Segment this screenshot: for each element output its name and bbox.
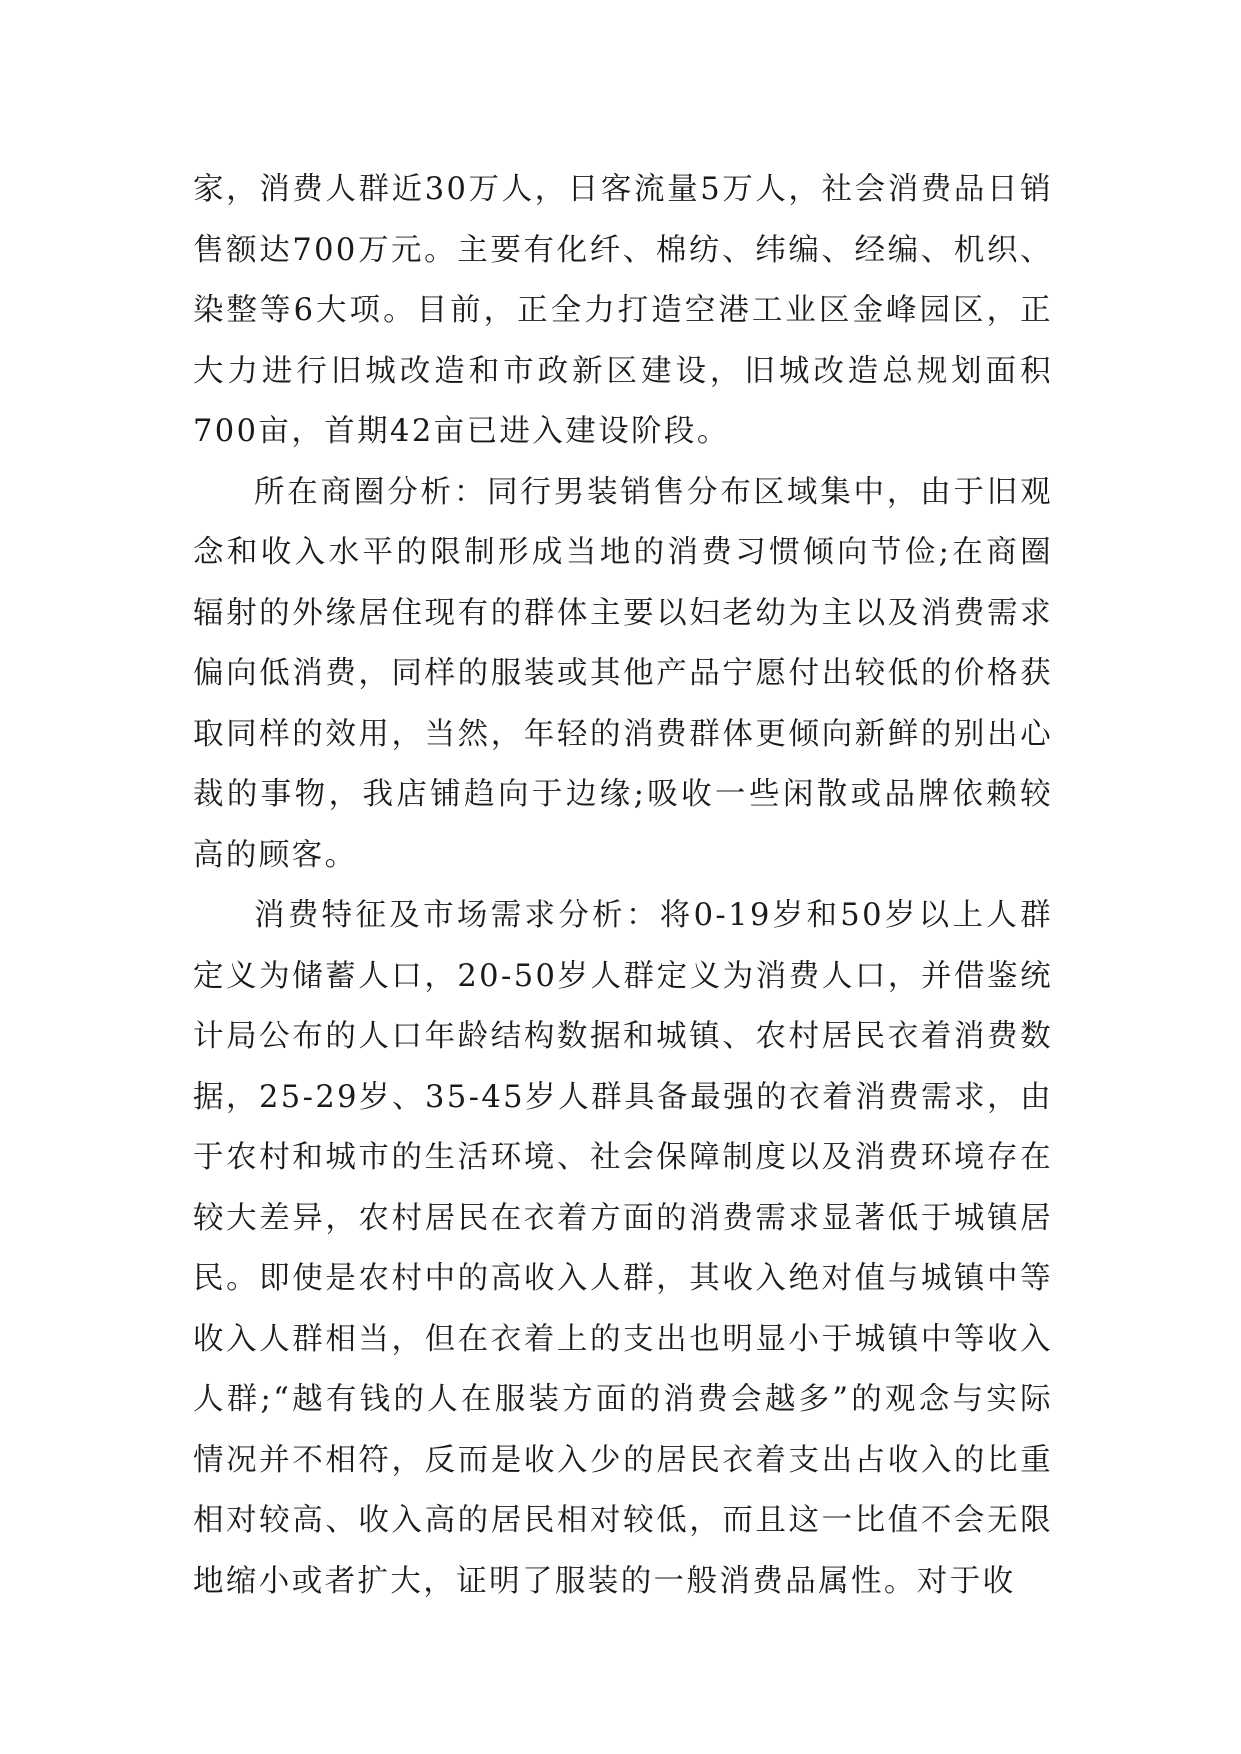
paragraph-trade-area-analysis: 所在商圈分析：同行男装销售分布区域集中，由于旧观念和收入水平的限制形成当地的消费习惯倾向节俭;在商圈辐射的外缘居住现有的群体主要以妇老幼为主以及消费需求偏向低消费，同样的服装或其他产品宁愿付出较低的价格获取同样的效用，当然，年轻的消费群体更倾向新鲜的别出心裁的事物，我店铺趋向于边缘;吸收一些闲散或品牌依赖较高的顾客。 [193, 474, 1053, 873]
paragraph-consumer-demand-analysis: 消费特征及市场需求分析：将0-19岁和50岁以上人群定义为储蓄人口，20-50岁人群定义为消费人口，并借鉴统计局公布的人口年龄结构数据和城镇、农村居民衣着消费数据，25-29岁、35-45岁人群具备最强的衣着消费需求，由于农村和城市的生活环境、社会保障制度以及消费环境存在较大差异，农村居民在衣着方面的消费需求显著低于城镇居民。即使是农村中的高收入人群，其收入绝对值与城镇中等收入人群相当，但在衣着上的支出也明显小于城镇中等收入人群;“越有钱的人在服装方面的消费会越多”的观念与实际情况并不相符，反而是收入少的居民衣着支出占收入的比重相对较高、收入高的居民相对较低，而且这一比值不会无限地缩小或者扩大，证明了服装的一般消费品属性。对于收 [193, 898, 1053, 1599]
paragraph-continuation: 家，消费人群近30万人，日客流量5万人，社会消费品日销售额达700万元。主要有化纤、棉纺、纬编、经编、机织、染整等6大项。目前，正全力打造空港工业区金峰园区，正大力进行旧城改造和市政新区建设，旧城改造总规划面积700亩，首期42亩已进入建设阶段。 [193, 172, 1053, 449]
document-body [193, 160, 1053, 1612]
